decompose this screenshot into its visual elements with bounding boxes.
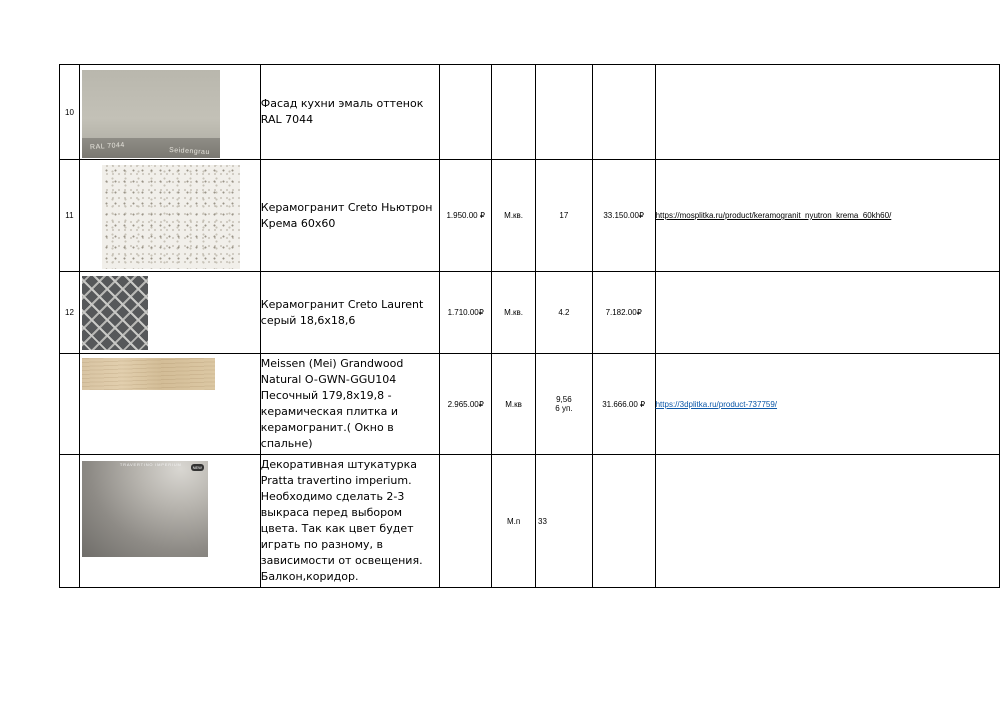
product-image-cell	[79, 455, 260, 588]
total-price	[592, 65, 655, 160]
swatch-label-ral: RAL 7044	[89, 141, 125, 152]
unit: М.п	[492, 455, 536, 588]
quantity: 4.2	[536, 272, 593, 354]
product-link[interactable]: https://mosplitka.ru/product/keramogranit_nyutron_krema_60kh60/	[655, 211, 892, 220]
laurent-tile-swatch	[82, 276, 148, 350]
table-row	[60, 455, 1000, 588]
total-price: 7.182.00₽	[592, 272, 655, 354]
unit: М.кв	[492, 354, 536, 455]
unit-price: 2.965.00₽	[440, 354, 492, 455]
product-image-cell	[79, 65, 260, 160]
quantity-packs: 6 уп.	[555, 404, 573, 413]
unit-price	[440, 455, 492, 588]
table-row	[60, 160, 1000, 272]
quantity: 17	[536, 160, 593, 272]
ral-7044-swatch	[82, 70, 220, 158]
unit-price	[440, 65, 492, 160]
row-number: 11	[60, 160, 80, 272]
materials-table	[59, 64, 1000, 588]
plaster-caption: TRAVERTINO IMPERIUM	[119, 462, 182, 467]
product-description: Керамогранит Creto Laurent серый 18,6x18,6	[260, 272, 439, 354]
row-number	[60, 455, 80, 588]
product-image-cell	[79, 160, 260, 272]
product-description: Meissen (Mei) Grandwood Natural O-GWN-GGU104 Песочный 179,8x19,8 - керамическая плитка и керамогранит.( Окно в спальне)	[260, 354, 439, 455]
table-row	[60, 272, 1000, 354]
quantity	[536, 65, 593, 160]
terrazzo-tile-swatch	[102, 165, 240, 269]
unit: М.кв.	[492, 160, 536, 272]
new-badge: NEW	[192, 465, 202, 470]
row-number	[60, 354, 80, 455]
unit	[492, 65, 536, 160]
product-link-cell	[655, 160, 999, 272]
table-row	[60, 354, 1000, 455]
product-link-cell	[655, 272, 999, 354]
unit-price: 1.710.00₽	[440, 272, 492, 354]
total-price: 31.666.00 ₽	[592, 354, 655, 455]
total-price: 33.150.00₽	[592, 160, 655, 272]
product-image-cell	[79, 354, 260, 455]
quantity	[536, 354, 593, 455]
table-row	[60, 65, 1000, 160]
product-description: Декоративная штукатурка Pratta travertino imperium. Необходимо сделать 2-3 выкраса перед выбором цвета. Так как цвет будет играть по разному, в зависимости от освещения. Балкон,коридор.	[260, 455, 439, 588]
plaster-swatch	[82, 461, 208, 557]
product-link-cell	[655, 354, 999, 455]
row-number: 10	[60, 65, 80, 160]
unit: М.кв.	[492, 272, 536, 354]
product-description: Фасад кухни эмаль оттенок RAL 7044	[260, 65, 439, 160]
product-image-cell	[79, 272, 260, 354]
wood-plank-swatch	[82, 358, 215, 390]
product-link-cell	[655, 65, 999, 160]
swatch-label-name: Seidengrau	[168, 146, 211, 157]
product-description: Керамогранит Creto Ньютрон Крема 60x60	[260, 160, 439, 272]
unit-price: 1.950.00 ₽	[440, 160, 492, 272]
quantity: 33	[536, 455, 593, 588]
product-link-cell	[655, 455, 999, 588]
total-price	[592, 455, 655, 588]
row-number: 12	[60, 272, 80, 354]
product-link[interactable]: https://3dplitka.ru/product-737759/	[655, 399, 778, 409]
quantity-area: 9,56	[556, 395, 572, 404]
